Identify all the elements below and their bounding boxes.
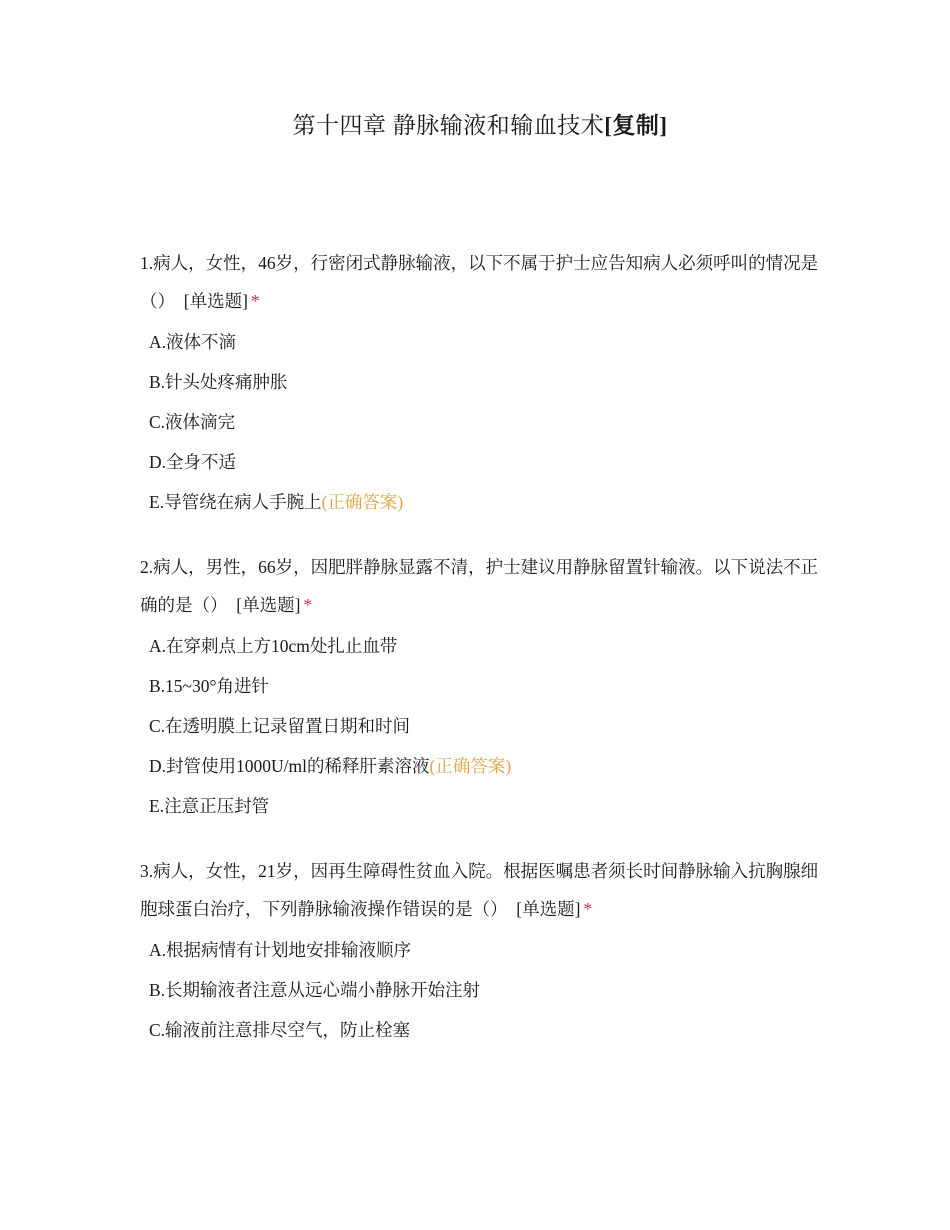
- question-type-label: [单选题]: [516, 899, 581, 919]
- option-e[interactable]: [140, 786, 820, 826]
- question-3: [140, 852, 820, 1050]
- required-mark: *: [303, 595, 313, 615]
- option-label: A.在穿刺点上方10cm处扎止血带: [149, 636, 398, 656]
- option-b[interactable]: [140, 970, 820, 1010]
- option-label: C.在透明膜上记录留置日期和时间: [149, 716, 411, 736]
- question-type-label: [单选题]: [183, 291, 248, 311]
- option-c[interactable]: [140, 706, 820, 746]
- option-a[interactable]: [140, 322, 820, 362]
- option-b[interactable]: [140, 666, 820, 706]
- option-d[interactable]: [140, 442, 820, 482]
- option-label: D.封管使用1000U/ml的稀释肝素溶液: [149, 756, 430, 776]
- option-label: B.长期输液者注意从远心端小静脉开始注射: [149, 980, 481, 1000]
- question-stem: [140, 548, 820, 624]
- question-text: 2.病人，男性，66岁，因肥胖静脉显露不清，护士建议用静脉留置针输液。以下说法不正确的是（）: [140, 557, 819, 615]
- option-label: C.液体滴完: [149, 412, 236, 432]
- option-label: C.输液前注意排尽空气，防止栓塞: [149, 1020, 411, 1040]
- title-text: 第十四章 静脉输液和输血技术: [292, 113, 605, 138]
- option-label: D.全身不适: [149, 452, 237, 472]
- option-label: E.注意正压封管: [149, 796, 270, 816]
- page-title: [0, 110, 950, 142]
- option-label: B.15~30°角进针: [149, 676, 270, 696]
- question-text: 3.病人，女性，21岁，因再生障碍性贫血入院。根据医嘱患者须长时间静脉输入抗胸腺细胞球蛋白治疗，下列静脉输液操作错误的是（）: [140, 861, 819, 919]
- option-label: A.根据病情有计划地安排输液顺序: [149, 940, 412, 960]
- option-label: E.导管绕在病人手腕上: [149, 492, 322, 512]
- option-d[interactable]: [140, 746, 820, 786]
- option-e[interactable]: [140, 482, 820, 522]
- question-type-label: [单选题]: [236, 595, 301, 615]
- correct-answer-mark: (正确答案): [429, 756, 512, 776]
- question-list: [140, 244, 820, 1076]
- option-a[interactable]: [140, 930, 820, 970]
- question-text: 1.病人，女性，46岁，行密闭式静脉输液，以下不属于护士应告知病人必须呼叫的情况是（）: [140, 253, 819, 311]
- question-stem: [140, 244, 820, 320]
- required-mark: *: [583, 899, 593, 919]
- required-mark: *: [250, 291, 260, 311]
- option-a[interactable]: [140, 626, 820, 666]
- title-copy-tag: [复制]: [604, 113, 668, 138]
- option-label: A.液体不滴: [149, 332, 237, 352]
- correct-answer-mark: (正确答案): [321, 492, 404, 512]
- option-label: B.针头处疼痛肿胀: [149, 372, 288, 392]
- option-c[interactable]: [140, 1010, 820, 1050]
- option-c[interactable]: [140, 402, 820, 442]
- question-stem: [140, 852, 820, 928]
- option-b[interactable]: [140, 362, 820, 402]
- question-1: [140, 244, 820, 522]
- question-2: [140, 548, 820, 826]
